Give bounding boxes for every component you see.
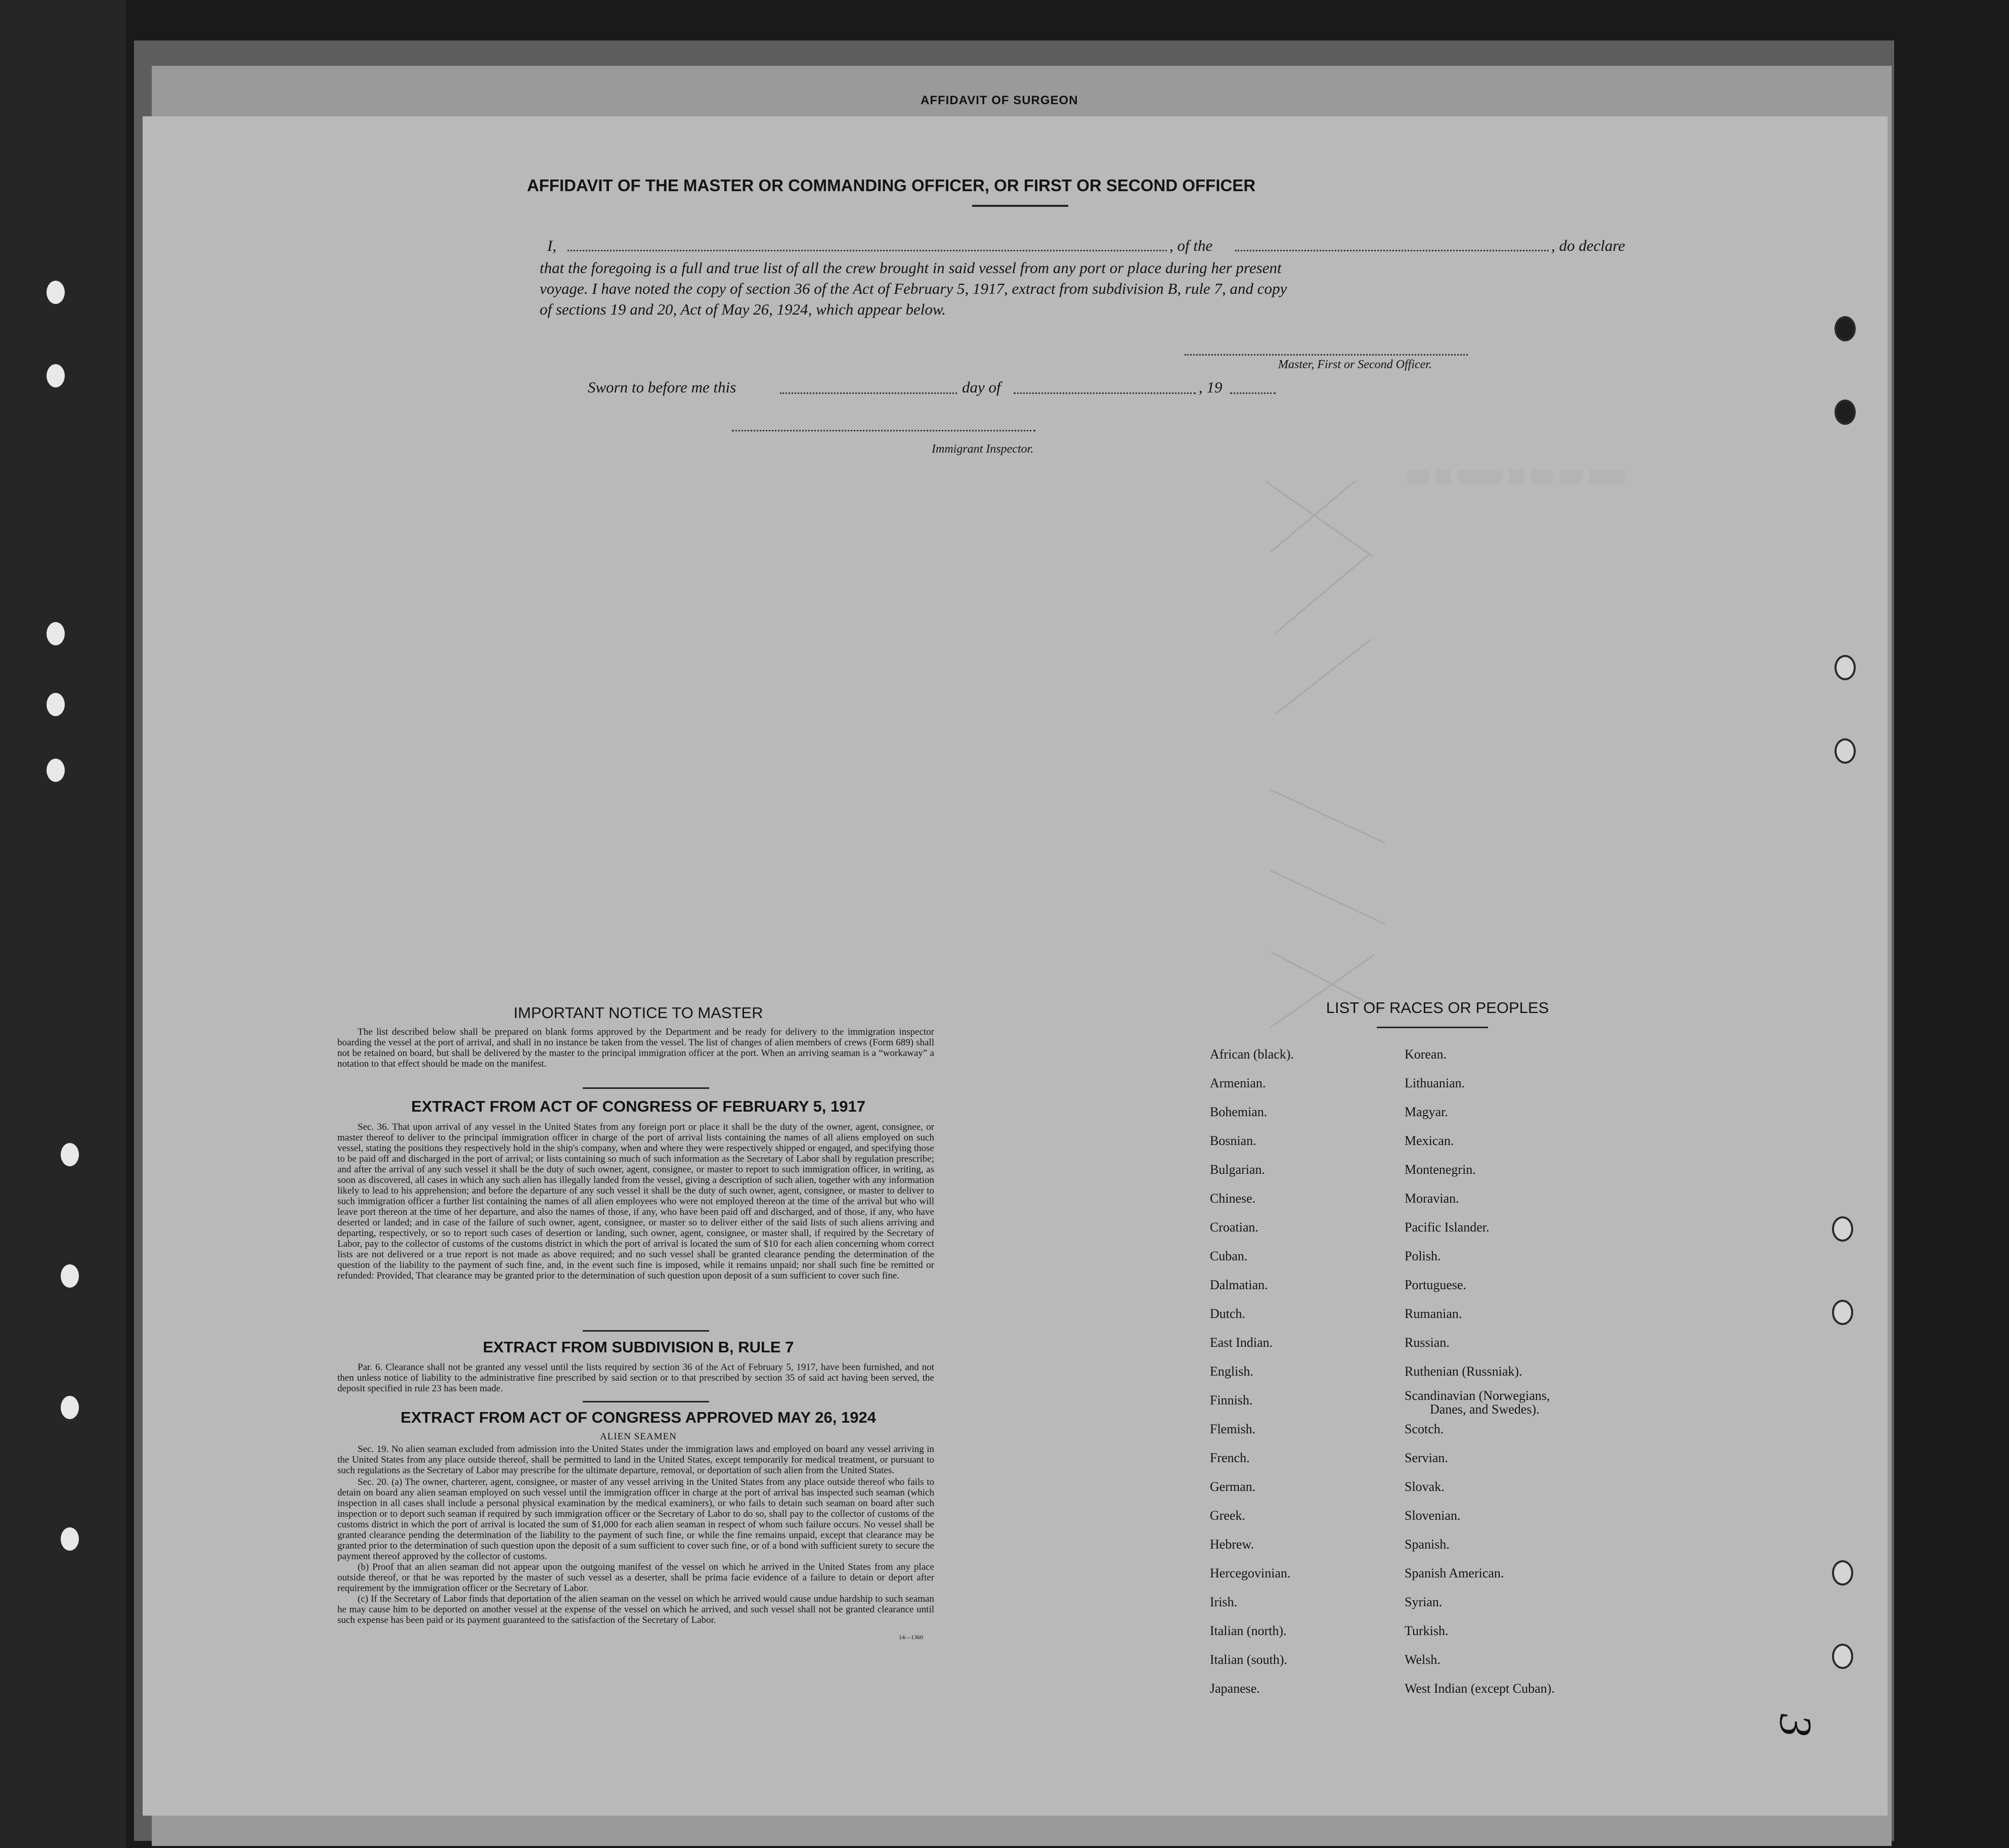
races-rule xyxy=(1377,1027,1488,1028)
race-item: Scotch. xyxy=(1405,1422,1444,1436)
binder-hole xyxy=(47,693,65,716)
extract1924-subtitle: ALIEN SEAMEN xyxy=(600,1431,677,1442)
name-blank xyxy=(567,250,1167,251)
race-item: African (black). xyxy=(1210,1047,1294,1062)
punch-hole xyxy=(1835,655,1856,680)
race-item-continued: Danes, and Swedes). xyxy=(1430,1402,1540,1417)
punch-hole xyxy=(1832,1300,1853,1325)
sworn-prefix: Sworn to before me this xyxy=(588,378,736,396)
race-item: Rumanian. xyxy=(1405,1306,1462,1321)
race-item: Bohemian. xyxy=(1210,1105,1268,1119)
section-rule xyxy=(583,1401,709,1402)
affidavit-line2: that the foregoing is a full and true list of all the crew brought in said vessel from any port or place during her present xyxy=(540,259,1282,277)
race-item: Lithuanian. xyxy=(1405,1076,1465,1090)
race-item: Chinese. xyxy=(1210,1191,1256,1206)
race-item: Russian. xyxy=(1405,1335,1450,1350)
race-item: Welsh. xyxy=(1405,1652,1440,1667)
sworn-year: , 19 xyxy=(1199,378,1222,396)
master-signature-line xyxy=(1185,354,1468,356)
race-item: Montenegrin. xyxy=(1405,1162,1476,1177)
race-item: Ruthenian (Russniak). xyxy=(1405,1364,1522,1379)
punch-hole xyxy=(1835,738,1856,764)
bleed-mark xyxy=(1275,639,1372,715)
affidavit-line3: voyage. I have noted the copy of section 36 of the Act of February 5, 1917, extract from subdivision B, rule 7, and copy xyxy=(540,280,1287,297)
binder-hole xyxy=(61,1396,79,1419)
race-item: Turkish. xyxy=(1405,1623,1449,1638)
race-item: Bosnian. xyxy=(1210,1133,1256,1148)
race-item: Croatian. xyxy=(1210,1220,1259,1235)
race-item: German. xyxy=(1210,1479,1256,1494)
race-item: English. xyxy=(1210,1364,1253,1379)
binder-hole xyxy=(61,1264,79,1288)
punch-hole xyxy=(1835,400,1856,425)
race-item: Italian (south). xyxy=(1210,1652,1288,1667)
race-item: Hebrew. xyxy=(1210,1537,1254,1552)
affidavit-line4: of sections 19 and 20, Act of May 26, 1924, which appear below. xyxy=(540,300,946,318)
master-signature-label: Master, First or Second Officer. xyxy=(1278,358,1432,371)
subdivisionB-title: EXTRACT FROM SUBDIVISION B, RULE 7 xyxy=(483,1338,794,1356)
race-item: East Indian. xyxy=(1210,1335,1273,1350)
bleed-mark xyxy=(1270,480,1356,553)
extract1924-sec20c: (c) If the Secretary of Labor finds that deportation of the alien seaman on the vessel on which he arrived would cause undue hardship to such seaman he may cause him to be deported on another vessel at the expense of the vessel on which he arrived, and such vessel shall not be granted clearance until such expense has been paid or its payment guaranteed to the satisfaction of the Secretary of Labor. xyxy=(337,1594,934,1625)
race-item: Armenian. xyxy=(1210,1076,1266,1090)
binding-strip xyxy=(0,0,126,1848)
affidavit-of-the: , of the xyxy=(1169,237,1213,254)
race-item: Hercegovinian. xyxy=(1210,1566,1291,1580)
affidavit-title: AFFIDAVIT OF THE MASTER OR COMMANDING OFFICER, OR FIRST OR SECOND OFFICER xyxy=(527,176,1256,195)
race-item: Korean. xyxy=(1405,1047,1447,1062)
extract1917-text: Sec. 36. That upon arrival of any vessel in the United States from any foreign port or place it shall be the duty of the owner, agent, consignee, or master thereof to deliver to the principal immigration officer in charge of the port of arrival lists containing the names of all aliens employed on such vessel, stating the positions they respectively hold in the ship's company, when and where they were respectively shipped or engaged, and specifying those to be paid off and discharged in the port of arrival; or lists containing so much of such information as the Secretary of Labor shall by regulation prescribe; and after the arrival of any such vessel it shall be the duty of such owner, agent, consignee, or master to report to such immigration officer, in writing, as soon as discovered, all cases in which any such alien has illegally landed from the vessel, giving a description of such alien, together with any information likely to lead to his apprehension; and before the departure of any such vessel it shall be the duty of such owner, agent, consignee, or master to deliver to such immigration officer a further list containing the names of all alien employees who were not employed thereon at the time of the arrival but who will leave port thereon at the time of her departure, and also the names of those, if any, who have been paid off and discharged, and of those, if any, who have deserted or landed; and in case of the failure of such owner, agent, consignee, or master so to deliver either of the said lists of such aliens arriving and departing, respectively, or so to report such cases of desertion or landing, such owner, agent, consignee, or master shall, if required by the Secretary of Labor, pay to the collector of customs of the customs district in which the port of arrival is located the sum of $10 for each alien concerning whom correct lists are not delivered or a true report is not made as above required; and no such vessel shall be granted clearance pending the determination of the question of the liability to the payment of such fine, and, in the event such fine is imposed, while it remains unpaid; nor shall such fine be remitted or refunded: Provided, That clearance may be granted prior to the determination of such question upon deposit of a sum sufficient to cover such fine. xyxy=(337,1122,934,1281)
affidavit-i: I, xyxy=(547,237,557,254)
race-item: Italian (north). xyxy=(1210,1623,1287,1638)
race-item: Mexican. xyxy=(1405,1133,1454,1148)
binder-hole xyxy=(61,1527,79,1551)
vessel-blank xyxy=(1235,250,1549,251)
race-item: Polish. xyxy=(1405,1249,1441,1263)
punch-hole xyxy=(1832,1644,1853,1669)
sworn-day-of: day of xyxy=(962,378,1001,396)
subdivisionB-text: Par. 6. Clearance shall not be granted any vessel until the lists required by section 36 of the Act of February 5, 1917, have been furnished, and not then unless notice of liability to the administrative fine prescribed by said section or to that prescribed by section 35 of said act having been served, the deposit specified in rule 23 has been made. xyxy=(337,1362,934,1394)
binder-hole xyxy=(47,622,65,645)
race-item: Spanish American. xyxy=(1405,1566,1504,1580)
race-item: Portuguese. xyxy=(1405,1278,1467,1292)
race-item: Dutch. xyxy=(1210,1306,1246,1321)
extract1924-sec20a: Sec. 20. (a) The owner, charterer, agent, consignee, or master of any vessel arriving in the United States from any place outside thereof who fails to detain on board any alien seaman employed on such vessel until the immigration officer in charge at the port of arrival has inspected such seaman (which inspection in all cases shall include a personal physical examination by the medical examiners), or who fails to detain such seaman on board after such inspection or to deport such seaman if required by such immigration officer or the Secretary of Labor to do so, shall pay to the collector of customs of the customs district in which the port of arrival is located the sum of $1,000 for each alien seaman in respect of whom such failure occurs. No vessel shall be granted clearance pending the determination of the liability to the payment of such fine, or while the fine remains unpaid, except that clearance may be granted prior to the determination of such question upon the deposit of a sum sufficient to cover such fine, or of a bond with sufficient surety to secure the payment thereof approved by the collector of customs. xyxy=(337,1477,934,1562)
binder-hole xyxy=(47,364,65,387)
race-item: West Indian (except Cuban). xyxy=(1405,1681,1555,1696)
race-item: Japanese. xyxy=(1210,1681,1260,1696)
race-item: Cuban. xyxy=(1210,1249,1248,1263)
race-item: French. xyxy=(1210,1450,1250,1465)
document-page xyxy=(143,116,1888,1816)
handwritten-page-number: 3 xyxy=(1770,1714,1820,1737)
bleed-mark xyxy=(1270,789,1385,844)
bleed-mark xyxy=(1265,480,1374,557)
race-item: Moravian. xyxy=(1405,1191,1459,1206)
notice-text: The list described below shall be prepared on blank forms approved by the Department and be ready for delivery to the immigration inspector boarding the vessel at the port of arrival, and shall in no instance be taken from the vessel. The list of changes of alien members of crews (Form 689) shall not be retained on board, but shall be delivered by the master to the principal immigration officer at the port. When an arriving seaman is a “workaway” a notation to that effect should be made on the manifest. xyxy=(337,1027,934,1069)
sworn-month-blank xyxy=(1014,392,1196,394)
bleed-mark xyxy=(1270,870,1385,925)
bleed-mark xyxy=(1275,554,1369,634)
race-item: Syrian. xyxy=(1405,1595,1443,1609)
extract1924-sec20b: (b) Proof that an alien seaman did not appear upon the outgoing manifest of the vessel on which he arrived in the United States from any place outside thereof, or that he was reported by the master of such vessel as a deserter, shall be prima facie evidence of a failure to detain or deport after requirement by the immigration officer or the Secretary of Labor. xyxy=(337,1562,934,1594)
sworn-day-blank xyxy=(780,392,957,394)
sworn-year-blank xyxy=(1230,392,1276,394)
title-rule xyxy=(972,205,1068,207)
form-number: 14—1360 xyxy=(899,1634,923,1641)
binder-hole xyxy=(47,759,65,782)
affidavit-declare: , do declare xyxy=(1551,237,1626,254)
race-item: Scandinavian (Norwegians, xyxy=(1405,1388,1550,1403)
race-item: Slovak. xyxy=(1405,1479,1445,1494)
bleed-through: ▒▒▒ ▒▒ ▒▒▒▒▒▒ ▒▒ ▒▒▒ ▒▒▒ ▒▒▒▒▒ xyxy=(1407,470,1626,484)
punch-hole xyxy=(1835,316,1856,341)
race-item: Spanish. xyxy=(1405,1537,1450,1552)
section-rule xyxy=(583,1330,709,1332)
binder-hole xyxy=(61,1143,79,1166)
race-item: Magyar. xyxy=(1405,1105,1448,1119)
notice-title: IMPORTANT NOTICE TO MASTER xyxy=(513,1004,763,1022)
punch-hole xyxy=(1832,1216,1853,1242)
extract1924-sec19: Sec. 19. No alien seaman excluded from admission into the United States under the immigration laws and employed on board any vessel arriving in the United States from any place outside thereof, shall be permitted to land in the United States, except temporarily for medical treatment, or pursuant to such regulations as the Secretary of Labor may prescribe for the ultimate departure, removal, or deportation of such alien from the United States. xyxy=(337,1444,934,1476)
race-item: Flemish. xyxy=(1210,1422,1256,1436)
race-item: Servian. xyxy=(1405,1450,1448,1465)
race-item: Bulgarian. xyxy=(1210,1162,1265,1177)
race-item: Dalmatian. xyxy=(1210,1278,1268,1292)
race-item: Finnish. xyxy=(1210,1393,1253,1407)
extract1917-title: EXTRACT FROM ACT OF CONGRESS OF FEBRUARY 5, 1917 xyxy=(411,1097,865,1115)
punch-hole xyxy=(1832,1560,1853,1586)
races-title: LIST OF RACES OR PEOPLES xyxy=(1326,999,1549,1017)
section-rule xyxy=(583,1087,709,1089)
race-item: Pacific Islander. xyxy=(1405,1220,1490,1235)
inspector-signature-line xyxy=(732,430,1035,431)
binder-hole xyxy=(47,281,65,304)
tab-label: AFFIDAVIT OF SURGEON xyxy=(921,94,1078,107)
race-item: Greek. xyxy=(1210,1508,1246,1523)
inspector-label: Immigrant Inspector. xyxy=(932,443,1034,456)
race-item: Irish. xyxy=(1210,1595,1238,1609)
race-item: Slovenian. xyxy=(1405,1508,1461,1523)
extract1924-title: EXTRACT FROM ACT OF CONGRESS APPROVED MAY 26, 1924 xyxy=(401,1409,876,1426)
